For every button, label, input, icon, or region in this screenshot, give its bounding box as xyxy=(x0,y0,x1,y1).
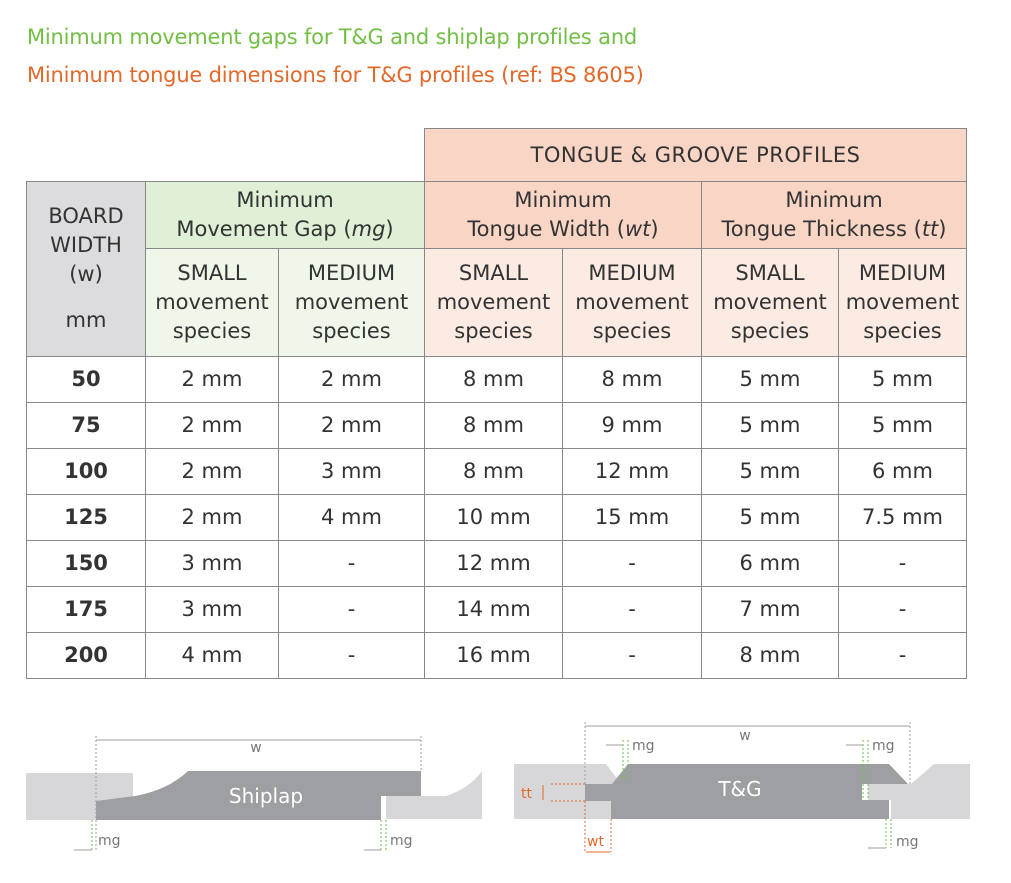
tongue-width-header: Minimum Tongue Width (wt) xyxy=(425,182,702,249)
table-cell: - xyxy=(563,587,702,633)
board-width-cell: 200 xyxy=(27,633,146,679)
tg-mg-top-right-label: mg xyxy=(872,738,895,754)
table-cell: - xyxy=(279,587,425,633)
table-cell: 6 mm xyxy=(839,449,967,495)
table-row xyxy=(27,449,967,495)
tg-tt-label: tt xyxy=(521,786,532,802)
mg-small-header: SMALL movement species xyxy=(146,249,279,357)
tt-small-header: SMALL movement species xyxy=(702,249,839,357)
table-cell: 2 mm xyxy=(279,403,425,449)
table-row xyxy=(27,403,967,449)
table-cell: - xyxy=(279,541,425,587)
table-row xyxy=(27,633,967,679)
table-cell: 3 mm xyxy=(146,587,279,633)
table-cell: 6 mm xyxy=(702,541,839,587)
table-cell: 5 mm xyxy=(702,403,839,449)
table-row xyxy=(27,495,967,541)
board-width-cell: 50 xyxy=(27,357,146,403)
tg-mg-bottom-right-label: mg xyxy=(896,834,919,850)
table-cell: 2 mm xyxy=(146,495,279,541)
movement-gap-header: Minimum Movement Gap (mg) xyxy=(146,182,425,249)
board-width-cell: 100 xyxy=(27,449,146,495)
table-cell: 8 mm xyxy=(425,449,563,495)
table-cell: 5 mm xyxy=(839,403,967,449)
table-row xyxy=(27,587,967,633)
table-body xyxy=(27,357,967,679)
diagrams-svg xyxy=(0,700,1011,883)
table-cell: - xyxy=(279,633,425,679)
table-cell: - xyxy=(563,633,702,679)
table-cell: 5 mm xyxy=(702,449,839,495)
table-cell: - xyxy=(839,587,967,633)
table-cell: 8 mm xyxy=(563,357,702,403)
tg-profiles-header: TONGUE & GROOVE PROFILES xyxy=(425,129,967,182)
table-cell: 8 mm xyxy=(425,357,563,403)
table-cell: 15 mm xyxy=(563,495,702,541)
table-cell: 16 mm xyxy=(425,633,563,679)
title-line-1: Minimum movement gaps for T&G and shiplap profiles and xyxy=(27,25,638,49)
table-cell: 2 mm xyxy=(146,403,279,449)
table-cell: 3 mm xyxy=(279,449,425,495)
table-cell: - xyxy=(839,541,967,587)
profile-diagrams xyxy=(0,700,1011,883)
table-cell: 8 mm xyxy=(425,403,563,449)
table-cell: 5 mm xyxy=(702,495,839,541)
table-cell: 5 mm xyxy=(839,357,967,403)
table-cell: 12 mm xyxy=(425,541,563,587)
table-cell: 2 mm xyxy=(279,357,425,403)
tg-wt-label: wt xyxy=(587,834,604,850)
table-cell: 8 mm xyxy=(702,633,839,679)
specs-table xyxy=(26,128,967,679)
title-line-2: Minimum tongue dimensions for T&G profiles (ref: BS 8605) xyxy=(27,63,644,87)
board-width-cell: 75 xyxy=(27,403,146,449)
tt-medium-header: MEDIUM movement species xyxy=(839,249,967,357)
table-row xyxy=(27,357,967,403)
tg-mg-top-left-label: mg xyxy=(632,738,655,754)
board-width-cell: 175 xyxy=(27,587,146,633)
table-cell: 10 mm xyxy=(425,495,563,541)
wt-small-header: SMALL movement species xyxy=(425,249,563,357)
shiplap-mg-right-label: mg xyxy=(390,833,413,849)
table-cell: 9 mm xyxy=(563,403,702,449)
table-cell: 4 mm xyxy=(279,495,425,541)
table-cell: 14 mm xyxy=(425,587,563,633)
tg-diagram xyxy=(514,722,970,852)
table-row xyxy=(27,541,967,587)
table-cell: - xyxy=(563,541,702,587)
table-cell: 3 mm xyxy=(146,541,279,587)
wt-medium-header: MEDIUM movement species xyxy=(563,249,702,357)
shiplap-w-label: w xyxy=(250,740,262,756)
tg-w-label: w xyxy=(739,728,751,744)
tg-label: T&G xyxy=(718,777,762,801)
table-cell: 5 mm xyxy=(702,357,839,403)
board-width-cell: 150 xyxy=(27,541,146,587)
table-cell: 7 mm xyxy=(702,587,839,633)
table-cell: 12 mm xyxy=(563,449,702,495)
mg-medium-header: MEDIUM movement species xyxy=(279,249,425,357)
board-width-header: BOARD WIDTH (w) mm xyxy=(27,182,146,357)
table-cell: 2 mm xyxy=(146,357,279,403)
board-width-cell: 125 xyxy=(27,495,146,541)
shiplap-mg-left-label: mg xyxy=(98,833,121,849)
shiplap-label: Shiplap xyxy=(228,784,304,808)
table-cell: 2 mm xyxy=(146,449,279,495)
table-cell: 7.5 mm xyxy=(839,495,967,541)
shiplap-diagram xyxy=(26,736,482,850)
tongue-thickness-header: Minimum Tongue Thickness (tt) xyxy=(702,182,967,249)
table-cell: - xyxy=(839,633,967,679)
table-cell: 4 mm xyxy=(146,633,279,679)
